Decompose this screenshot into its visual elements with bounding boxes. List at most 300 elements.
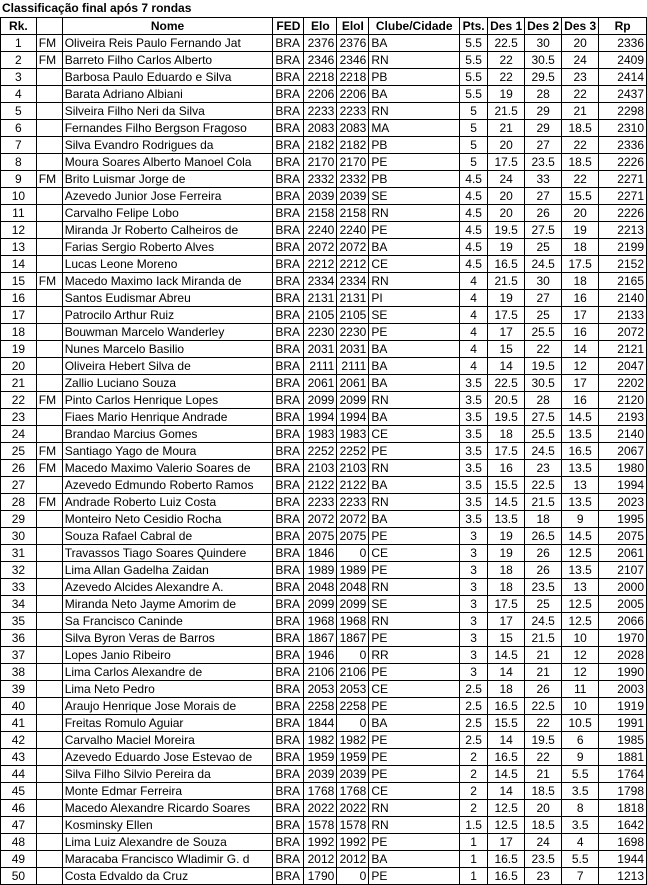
performance-cell: 1990 bbox=[599, 664, 647, 681]
points-cell: 5 bbox=[460, 120, 488, 137]
elo-cell: 1578 bbox=[304, 817, 337, 834]
tiebreak-1-cell: 19 bbox=[488, 528, 525, 545]
club-cell: PE bbox=[369, 443, 460, 460]
club-cell: PE bbox=[369, 749, 460, 766]
rank-cell: 10 bbox=[1, 188, 37, 205]
tiebreak-2-cell: 24.5 bbox=[525, 256, 562, 273]
elo-national-cell: 2131 bbox=[337, 290, 369, 307]
club-cell: BA bbox=[369, 851, 460, 868]
table-row bbox=[1, 664, 647, 681]
name-cell: Silva Filho Silvio Pereira da bbox=[62, 766, 273, 783]
federation-cell: BRA bbox=[273, 715, 304, 732]
performance-cell: 2298 bbox=[599, 103, 647, 120]
title-cell bbox=[36, 732, 62, 749]
points-cell: 3 bbox=[460, 613, 488, 630]
federation-cell: BRA bbox=[273, 86, 304, 103]
tiebreak-1-cell: 16.5 bbox=[488, 868, 525, 885]
tiebreak-3-cell: 9 bbox=[562, 511, 599, 528]
club-cell: RN bbox=[369, 392, 460, 409]
points-cell: 5 bbox=[460, 137, 488, 154]
elo-cell: 1982 bbox=[304, 732, 337, 749]
name-cell: Barbosa Paulo Eduardo e Silva bbox=[62, 69, 273, 86]
rank-cell: 27 bbox=[1, 477, 37, 494]
tiebreak-3-cell: 5.5 bbox=[562, 766, 599, 783]
tiebreak-2-cell: 33 bbox=[525, 171, 562, 188]
federation-cell: BRA bbox=[273, 851, 304, 868]
table-row bbox=[1, 851, 647, 868]
performance-cell: 1798 bbox=[599, 783, 647, 800]
elo-national-cell: 2122 bbox=[337, 477, 369, 494]
tiebreak-3-cell: 10 bbox=[562, 698, 599, 715]
elo-national-cell: 2072 bbox=[337, 239, 369, 256]
performance-cell: 2023 bbox=[599, 494, 647, 511]
performance-cell: 1985 bbox=[599, 732, 647, 749]
performance-cell: 2199 bbox=[599, 239, 647, 256]
name-cell: Andrade Roberto Luiz Costa bbox=[62, 494, 273, 511]
elo-national-cell: 1768 bbox=[337, 783, 369, 800]
federation-cell: BRA bbox=[273, 171, 304, 188]
points-cell: 4 bbox=[460, 307, 488, 324]
header-tiebreak-1: Des 1 bbox=[488, 18, 525, 35]
points-cell: 2 bbox=[460, 766, 488, 783]
tiebreak-1-cell: 24 bbox=[488, 171, 525, 188]
tiebreak-3-cell: 22 bbox=[562, 86, 599, 103]
elo-cell: 2053 bbox=[304, 681, 337, 698]
tiebreak-2-cell: 18.5 bbox=[525, 817, 562, 834]
name-cell: Brandao Marcius Gomes bbox=[62, 426, 273, 443]
federation-cell: BRA bbox=[273, 681, 304, 698]
name-cell: Brito Luismar Jorge de bbox=[62, 171, 273, 188]
rank-cell: 38 bbox=[1, 664, 37, 681]
name-cell: Patrocilo Arthur Ruiz bbox=[62, 307, 273, 324]
tiebreak-1-cell: 12.5 bbox=[488, 817, 525, 834]
club-cell: PE bbox=[369, 834, 460, 851]
tiebreak-2-cell: 30.5 bbox=[525, 52, 562, 69]
rank-cell: 48 bbox=[1, 834, 37, 851]
header-elo-national: EloI bbox=[337, 18, 369, 35]
performance-cell: 2047 bbox=[599, 358, 647, 375]
tiebreak-3-cell: 16 bbox=[562, 324, 599, 341]
points-cell: 5.5 bbox=[460, 52, 488, 69]
tiebreak-1-cell: 17.5 bbox=[488, 307, 525, 324]
header-federation: FED bbox=[273, 18, 304, 35]
performance-cell: 2121 bbox=[599, 341, 647, 358]
header-tiebreak-3: Des 3 bbox=[562, 18, 599, 35]
title-cell bbox=[36, 205, 62, 222]
club-cell: RN bbox=[369, 494, 460, 511]
rank-cell: 30 bbox=[1, 528, 37, 545]
club-cell: BA bbox=[369, 86, 460, 103]
name-cell: Lucas Leone Moreno bbox=[62, 256, 273, 273]
tiebreak-1-cell: 20 bbox=[488, 205, 525, 222]
federation-cell: BRA bbox=[273, 341, 304, 358]
elo-cell: 1959 bbox=[304, 749, 337, 766]
tiebreak-2-cell: 25 bbox=[525, 307, 562, 324]
club-cell: CE bbox=[369, 545, 460, 562]
tiebreak-1-cell: 15 bbox=[488, 630, 525, 647]
elo-cell: 2233 bbox=[304, 103, 337, 120]
name-cell: Barata Adriano Albiani bbox=[62, 86, 273, 103]
table-row bbox=[1, 324, 647, 341]
performance-cell: 2437 bbox=[599, 86, 647, 103]
tiebreak-1-cell: 14 bbox=[488, 783, 525, 800]
points-cell: 4 bbox=[460, 273, 488, 290]
performance-cell: 2072 bbox=[599, 324, 647, 341]
points-cell: 4 bbox=[460, 341, 488, 358]
elo-cell: 2105 bbox=[304, 307, 337, 324]
name-cell: Azevedo Alcides Alexandre A. bbox=[62, 579, 273, 596]
club-cell: RN bbox=[369, 613, 460, 630]
name-cell: Lima Luiz Alexandre de Souza bbox=[62, 834, 273, 851]
federation-cell: BRA bbox=[273, 137, 304, 154]
elo-national-cell: 1959 bbox=[337, 749, 369, 766]
club-cell: PB bbox=[369, 137, 460, 154]
name-cell: Nunes Marcelo Basilio bbox=[62, 341, 273, 358]
elo-national-cell: 2048 bbox=[337, 579, 369, 596]
rank-cell: 37 bbox=[1, 647, 37, 664]
header-name: Nome bbox=[62, 18, 273, 35]
tiebreak-1-cell: 22 bbox=[488, 69, 525, 86]
performance-cell: 2005 bbox=[599, 596, 647, 613]
tiebreak-3-cell: 13 bbox=[562, 579, 599, 596]
tiebreak-3-cell: 12.5 bbox=[562, 596, 599, 613]
points-cell: 3.5 bbox=[460, 426, 488, 443]
title-cell bbox=[36, 647, 62, 664]
federation-cell: BRA bbox=[273, 477, 304, 494]
elo-cell: 1946 bbox=[304, 647, 337, 664]
elo-cell: 2106 bbox=[304, 664, 337, 681]
tiebreak-1-cell: 21.5 bbox=[488, 273, 525, 290]
tiebreak-3-cell: 16.5 bbox=[562, 443, 599, 460]
elo-national-cell: 2170 bbox=[337, 154, 369, 171]
elo-cell: 2012 bbox=[304, 851, 337, 868]
tiebreak-3-cell: 19 bbox=[562, 222, 599, 239]
header-tiebreak-2: Des 2 bbox=[525, 18, 562, 35]
rank-cell: 39 bbox=[1, 681, 37, 698]
club-cell: PE bbox=[369, 324, 460, 341]
title-cell bbox=[36, 358, 62, 375]
rank-cell: 34 bbox=[1, 596, 37, 613]
title-cell bbox=[36, 324, 62, 341]
elo-cell: 2212 bbox=[304, 256, 337, 273]
tiebreak-3-cell: 23 bbox=[562, 69, 599, 86]
points-cell: 3.5 bbox=[460, 443, 488, 460]
tiebreak-3-cell: 9 bbox=[562, 749, 599, 766]
tiebreak-1-cell: 19 bbox=[488, 239, 525, 256]
elo-cell: 2061 bbox=[304, 375, 337, 392]
federation-cell: BRA bbox=[273, 307, 304, 324]
rank-cell: 44 bbox=[1, 766, 37, 783]
points-cell: 1.5 bbox=[460, 817, 488, 834]
points-cell: 4.5 bbox=[460, 205, 488, 222]
title-cell bbox=[36, 154, 62, 171]
table-row bbox=[1, 205, 647, 222]
club-cell: PE bbox=[369, 222, 460, 239]
elo-national-cell: 1867 bbox=[337, 630, 369, 647]
performance-cell: 1818 bbox=[599, 800, 647, 817]
rank-cell: 15 bbox=[1, 273, 37, 290]
rank-cell: 7 bbox=[1, 137, 37, 154]
name-cell: Maracaba Francisco Wladimir G. d bbox=[62, 851, 273, 868]
performance-cell: 1970 bbox=[599, 630, 647, 647]
elo-national-cell: 2022 bbox=[337, 800, 369, 817]
performance-cell: 1995 bbox=[599, 511, 647, 528]
rank-cell: 20 bbox=[1, 358, 37, 375]
performance-cell: 2067 bbox=[599, 443, 647, 460]
points-cell: 3 bbox=[460, 630, 488, 647]
elo-cell: 2346 bbox=[304, 52, 337, 69]
tiebreak-2-cell: 26.5 bbox=[525, 528, 562, 545]
club-cell: PE bbox=[369, 664, 460, 681]
federation-cell: BRA bbox=[273, 800, 304, 817]
federation-cell: BRA bbox=[273, 698, 304, 715]
points-cell: 3 bbox=[460, 596, 488, 613]
club-cell: PE bbox=[369, 868, 460, 885]
points-cell: 3.5 bbox=[460, 511, 488, 528]
tiebreak-2-cell: 23.5 bbox=[525, 851, 562, 868]
performance-cell: 2133 bbox=[599, 307, 647, 324]
name-cell: Fernandes Filho Bergson Fragoso bbox=[62, 120, 273, 137]
name-cell: Carvalho Felipe Lobo bbox=[62, 205, 273, 222]
federation-cell: BRA bbox=[273, 324, 304, 341]
points-cell: 4 bbox=[460, 290, 488, 307]
federation-cell: BRA bbox=[273, 817, 304, 834]
name-cell: Travassos Tiago Soares Quindere bbox=[62, 545, 273, 562]
performance-cell: 2409 bbox=[599, 52, 647, 69]
elo-national-cell: 2106 bbox=[337, 664, 369, 681]
federation-cell: BRA bbox=[273, 69, 304, 86]
tiebreak-3-cell: 18 bbox=[562, 239, 599, 256]
table-row bbox=[1, 630, 647, 647]
tiebreak-2-cell: 30.5 bbox=[525, 375, 562, 392]
title-cell bbox=[36, 579, 62, 596]
elo-national-cell: 2346 bbox=[337, 52, 369, 69]
table-row bbox=[1, 120, 647, 137]
table-row bbox=[1, 732, 647, 749]
club-cell: MA bbox=[369, 120, 460, 137]
tiebreak-3-cell: 18.5 bbox=[562, 154, 599, 171]
rank-cell: 5 bbox=[1, 103, 37, 120]
rank-cell: 43 bbox=[1, 749, 37, 766]
tiebreak-1-cell: 21 bbox=[488, 120, 525, 137]
table-row bbox=[1, 477, 647, 494]
tiebreak-3-cell: 17 bbox=[562, 307, 599, 324]
elo-national-cell: 2031 bbox=[337, 341, 369, 358]
title-cell bbox=[36, 256, 62, 273]
points-cell: 2.5 bbox=[460, 681, 488, 698]
table-row bbox=[1, 52, 647, 69]
table-row bbox=[1, 613, 647, 630]
name-cell: Farias Sergio Roberto Alves bbox=[62, 239, 273, 256]
points-cell: 5 bbox=[460, 103, 488, 120]
club-cell: BA bbox=[369, 341, 460, 358]
tiebreak-2-cell: 24.5 bbox=[525, 613, 562, 630]
header-elo: Elo bbox=[304, 18, 337, 35]
tiebreak-1-cell: 14 bbox=[488, 664, 525, 681]
tiebreak-3-cell: 14.5 bbox=[562, 409, 599, 426]
points-cell: 2.5 bbox=[460, 715, 488, 732]
tiebreak-1-cell: 13.5 bbox=[488, 511, 525, 528]
federation-cell: BRA bbox=[273, 647, 304, 664]
performance-cell: 2003 bbox=[599, 681, 647, 698]
tiebreak-2-cell: 18 bbox=[525, 511, 562, 528]
table-row bbox=[1, 222, 647, 239]
header-performance: Rp bbox=[599, 18, 647, 35]
performance-cell: 2213 bbox=[599, 222, 647, 239]
tiebreak-1-cell: 18 bbox=[488, 579, 525, 596]
elo-national-cell: 2105 bbox=[337, 307, 369, 324]
tiebreak-3-cell: 13.5 bbox=[562, 426, 599, 443]
table-row bbox=[1, 817, 647, 834]
title-cell: FM bbox=[36, 392, 62, 409]
name-cell: Carvalho Maciel Moreira bbox=[62, 732, 273, 749]
name-cell: Lopes Janio Ribeiro bbox=[62, 647, 273, 664]
title-cell: FM bbox=[36, 52, 62, 69]
tiebreak-1-cell: 19 bbox=[488, 290, 525, 307]
performance-cell: 2152 bbox=[599, 256, 647, 273]
points-cell: 3 bbox=[460, 664, 488, 681]
tiebreak-2-cell: 18.5 bbox=[525, 783, 562, 800]
tiebreak-2-cell: 23.5 bbox=[525, 154, 562, 171]
name-cell: Bouwman Marcelo Wanderley bbox=[62, 324, 273, 341]
elo-cell: 1867 bbox=[304, 630, 337, 647]
points-cell: 1 bbox=[460, 834, 488, 851]
name-cell: Oliveira Hebert Silva de bbox=[62, 358, 273, 375]
rank-cell: 46 bbox=[1, 800, 37, 817]
rank-cell: 1 bbox=[1, 35, 37, 52]
federation-cell: BRA bbox=[273, 239, 304, 256]
points-cell: 4 bbox=[460, 358, 488, 375]
federation-cell: BRA bbox=[273, 426, 304, 443]
federation-cell: BRA bbox=[273, 358, 304, 375]
tiebreak-3-cell: 4 bbox=[562, 834, 599, 851]
elo-national-cell: 1982 bbox=[337, 732, 369, 749]
table-row bbox=[1, 256, 647, 273]
elo-cell: 2334 bbox=[304, 273, 337, 290]
title-cell: FM bbox=[36, 171, 62, 188]
club-cell: PB bbox=[369, 171, 460, 188]
club-cell: BA bbox=[369, 477, 460, 494]
points-cell: 3 bbox=[460, 647, 488, 664]
name-cell: Lima Allan Gadelha Zaidan bbox=[62, 562, 273, 579]
tiebreak-1-cell: 17.5 bbox=[488, 596, 525, 613]
points-cell: 5 bbox=[460, 154, 488, 171]
tiebreak-3-cell: 14.5 bbox=[562, 528, 599, 545]
rank-cell: 28 bbox=[1, 494, 37, 511]
federation-cell: BRA bbox=[273, 443, 304, 460]
table-row bbox=[1, 103, 647, 120]
title-cell bbox=[36, 868, 62, 885]
tiebreak-2-cell: 28 bbox=[525, 392, 562, 409]
name-cell: Freitas Romulo Aguiar bbox=[62, 715, 273, 732]
elo-cell: 1994 bbox=[304, 409, 337, 426]
elo-national-cell: 0 bbox=[337, 715, 369, 732]
federation-cell: BRA bbox=[273, 511, 304, 528]
tiebreak-2-cell: 29 bbox=[525, 103, 562, 120]
tiebreak-2-cell: 28 bbox=[525, 86, 562, 103]
table-row bbox=[1, 579, 647, 596]
elo-national-cell: 2206 bbox=[337, 86, 369, 103]
name-cell: Lima Neto Pedro bbox=[62, 681, 273, 698]
federation-cell: BRA bbox=[273, 834, 304, 851]
title-cell: FM bbox=[36, 460, 62, 477]
title-cell bbox=[36, 596, 62, 613]
table-row bbox=[1, 341, 647, 358]
elo-cell: 2099 bbox=[304, 596, 337, 613]
rank-cell: 45 bbox=[1, 783, 37, 800]
tiebreak-1-cell: 18 bbox=[488, 426, 525, 443]
tiebreak-1-cell: 19.5 bbox=[488, 409, 525, 426]
tiebreak-3-cell: 18.5 bbox=[562, 120, 599, 137]
tiebreak-2-cell: 29.5 bbox=[525, 69, 562, 86]
table-row bbox=[1, 290, 647, 307]
tiebreak-1-cell: 14.5 bbox=[488, 766, 525, 783]
rank-cell: 29 bbox=[1, 511, 37, 528]
tiebreak-2-cell: 21 bbox=[525, 647, 562, 664]
tiebreak-2-cell: 22 bbox=[525, 341, 562, 358]
tiebreak-2-cell: 27 bbox=[525, 290, 562, 307]
tiebreak-3-cell: 13.5 bbox=[562, 460, 599, 477]
performance-cell: 1764 bbox=[599, 766, 647, 783]
club-cell: BA bbox=[369, 511, 460, 528]
name-cell: Monte Edmar Ferreira bbox=[62, 783, 273, 800]
club-cell: PE bbox=[369, 630, 460, 647]
elo-cell: 1983 bbox=[304, 426, 337, 443]
tiebreak-1-cell: 18 bbox=[488, 562, 525, 579]
club-cell: PE bbox=[369, 732, 460, 749]
points-cell: 3.5 bbox=[460, 392, 488, 409]
table-row bbox=[1, 511, 647, 528]
rank-cell: 31 bbox=[1, 545, 37, 562]
header-rank: Rk. bbox=[1, 18, 37, 35]
title-cell: FM bbox=[36, 443, 62, 460]
tiebreak-2-cell: 19.5 bbox=[525, 358, 562, 375]
points-cell: 4.5 bbox=[460, 256, 488, 273]
title-cell bbox=[36, 681, 62, 698]
name-cell: Oliveira Reis Paulo Fernando Jat bbox=[62, 35, 273, 52]
federation-cell: BRA bbox=[273, 579, 304, 596]
club-cell: PE bbox=[369, 154, 460, 171]
elo-national-cell: 2182 bbox=[337, 137, 369, 154]
table-row bbox=[1, 239, 647, 256]
tiebreak-3-cell: 13.5 bbox=[562, 494, 599, 511]
rank-cell: 40 bbox=[1, 698, 37, 715]
club-cell: BA bbox=[369, 409, 460, 426]
title-cell bbox=[36, 222, 62, 239]
tiebreak-2-cell: 25 bbox=[525, 239, 562, 256]
tiebreak-2-cell: 23.5 bbox=[525, 579, 562, 596]
title-cell: FM bbox=[36, 273, 62, 290]
name-cell: Azevedo Edmundo Roberto Ramos bbox=[62, 477, 273, 494]
tiebreak-1-cell: 14 bbox=[488, 358, 525, 375]
table-row bbox=[1, 460, 647, 477]
elo-cell: 2075 bbox=[304, 528, 337, 545]
performance-cell: 1881 bbox=[599, 749, 647, 766]
table-row bbox=[1, 171, 647, 188]
rank-cell: 47 bbox=[1, 817, 37, 834]
elo-national-cell: 2083 bbox=[337, 120, 369, 137]
club-cell: CE bbox=[369, 256, 460, 273]
table-row bbox=[1, 426, 647, 443]
club-cell: RN bbox=[369, 579, 460, 596]
performance-cell: 1994 bbox=[599, 477, 647, 494]
rank-cell: 36 bbox=[1, 630, 37, 647]
tiebreak-3-cell: 16 bbox=[562, 290, 599, 307]
points-cell: 4.5 bbox=[460, 239, 488, 256]
name-cell: Moura Soares Alberto Manoel Cola bbox=[62, 154, 273, 171]
table-body bbox=[1, 35, 647, 885]
tiebreak-3-cell: 12 bbox=[562, 664, 599, 681]
